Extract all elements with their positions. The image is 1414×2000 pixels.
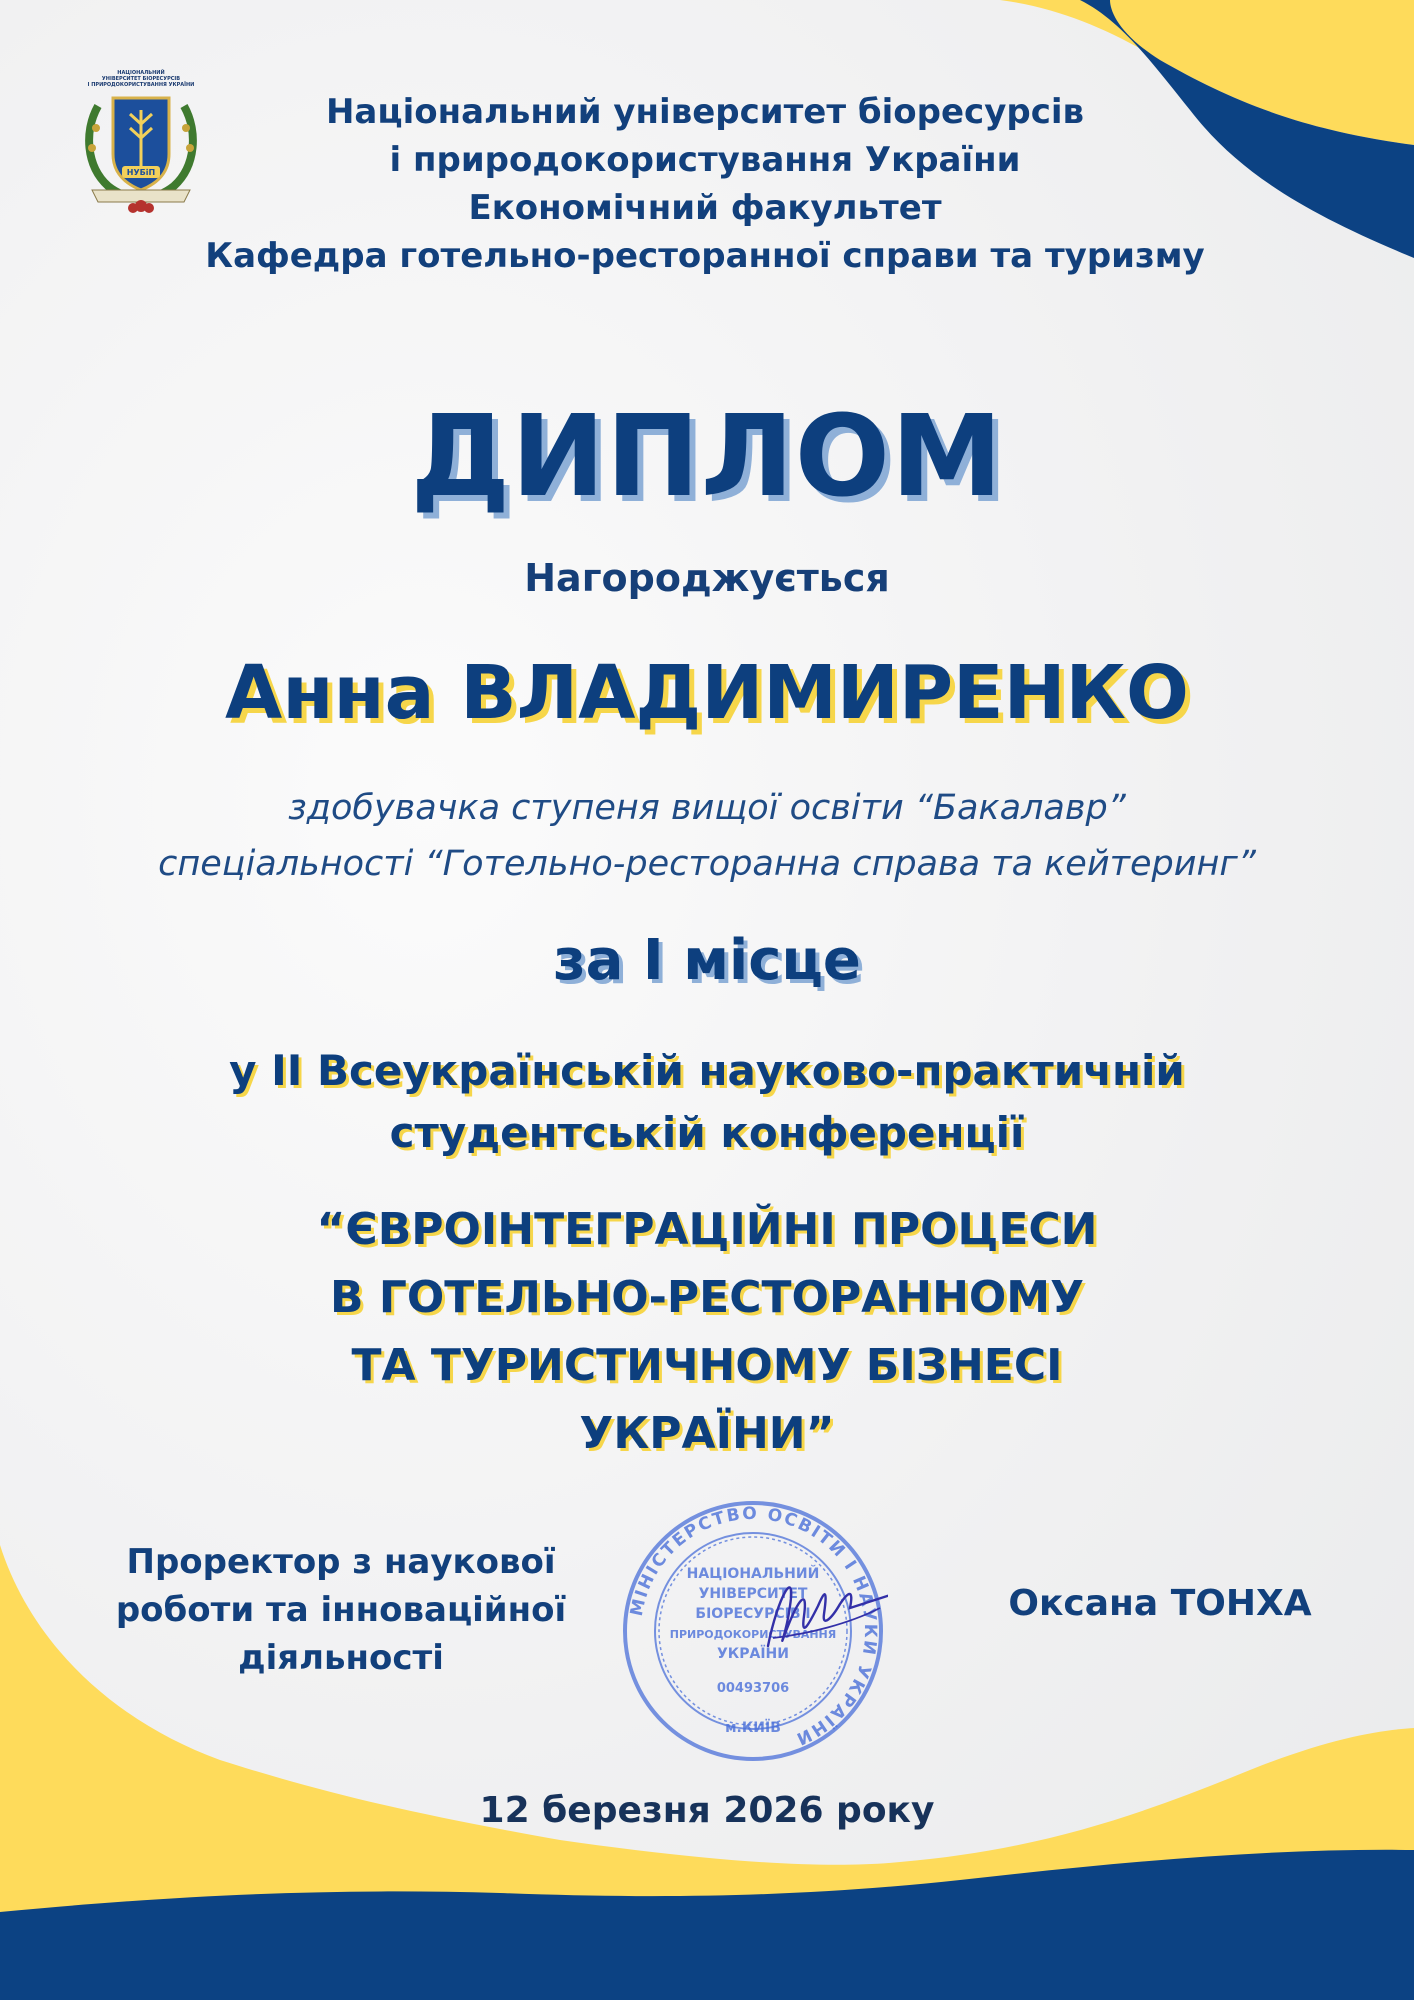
topic-line-1: “ЄВРОІНТЕГРАЦІЙНІ ПРОЦЕСИ [316, 1204, 1098, 1255]
event-line-2: студентській конференції [389, 1108, 1025, 1157]
topic-line-2: В ГОТЕЛЬНО-РЕСТОРАННОМУ [329, 1272, 1084, 1323]
description-line-degree: здобувачка ступеня вищої освіти “Бакалавр” [288, 788, 1126, 828]
stamp-inner-line-2: УНІВЕРСИТЕТ [698, 1586, 808, 1602]
stamp-outer-text: МІНІСТЕРСТВО ОСВІТИ І НАУКИ УКРАЇНИ [626, 1503, 881, 1750]
stamp-inner-line-4: ПРИРОДОКОРИСТУВАННЯ [669, 1628, 837, 1641]
conference-topic [0, 1196, 1414, 1468]
header-line-country: і природокористування України [389, 140, 1021, 180]
description-line-specialty: спеціальності “Готельно-ресторанна справа та кейтеринг” [158, 844, 1256, 884]
stamp-code: 00493706 [716, 1681, 790, 1696]
issue-date: 12 березня 2026 року [479, 1790, 935, 1831]
stamp-city: м.КИЇВ [725, 1720, 781, 1736]
stamp-inner-line-3: БІОРЕСУРСІВ І [695, 1606, 811, 1622]
award-text: Нагороджується [524, 556, 890, 600]
recipient-description [0, 780, 1414, 892]
official-stamp [618, 1496, 888, 1766]
signatory-position [96, 1538, 586, 1682]
institution-header [170, 88, 1240, 280]
header-line-university: Національний університет біоресурсів [325, 92, 1085, 132]
position-line-2: роботи та інноваційної [115, 1590, 567, 1630]
award-place: за I місце [553, 928, 861, 993]
topic-line-4: УКРАЇНИ” [579, 1408, 835, 1459]
signatory-name: Оксана ТОНХА [1008, 1583, 1312, 1624]
logo-text-line-2: УНІВЕРСИТЕТ БІОРЕСУРСІВ [101, 76, 181, 82]
event-line-1: у II Всеукраїнській науково-практичній [229, 1046, 1185, 1095]
recipient-name: Анна ВЛАДИМИРЕНКО [225, 650, 1189, 736]
header-line-faculty: Економічний факультет [468, 188, 942, 228]
diploma-title: ДИПЛОМ [410, 392, 1004, 522]
header-line-department: Кафедра готельно-ресторанної справи та туризму [205, 236, 1205, 276]
topic-line-3: ТА ТУРИСТИЧНОМУ БІЗНЕСІ [351, 1340, 1063, 1391]
stamp-inner-line-5: УКРАЇНИ [717, 1646, 789, 1662]
svg-text:МІНІСТЕРСТВО ОСВІТИ І НАУКИ УК [627, 1504, 880, 1749]
position-line-3: діяльності [238, 1638, 444, 1678]
logo-text-line-3: І ПРИРОДОКОРИСТУВАННЯ УКРАЇНИ [87, 82, 195, 88]
logo-badge: НУБіП [126, 168, 156, 177]
logo-text-line-1: НАЦІОНАЛЬНИЙ [117, 70, 165, 76]
stamp-inner-line-1: НАЦІОНАЛЬНИЙ [686, 1566, 820, 1582]
event-name [0, 1040, 1414, 1164]
position-line-1: Проректор з наукової [126, 1542, 556, 1582]
